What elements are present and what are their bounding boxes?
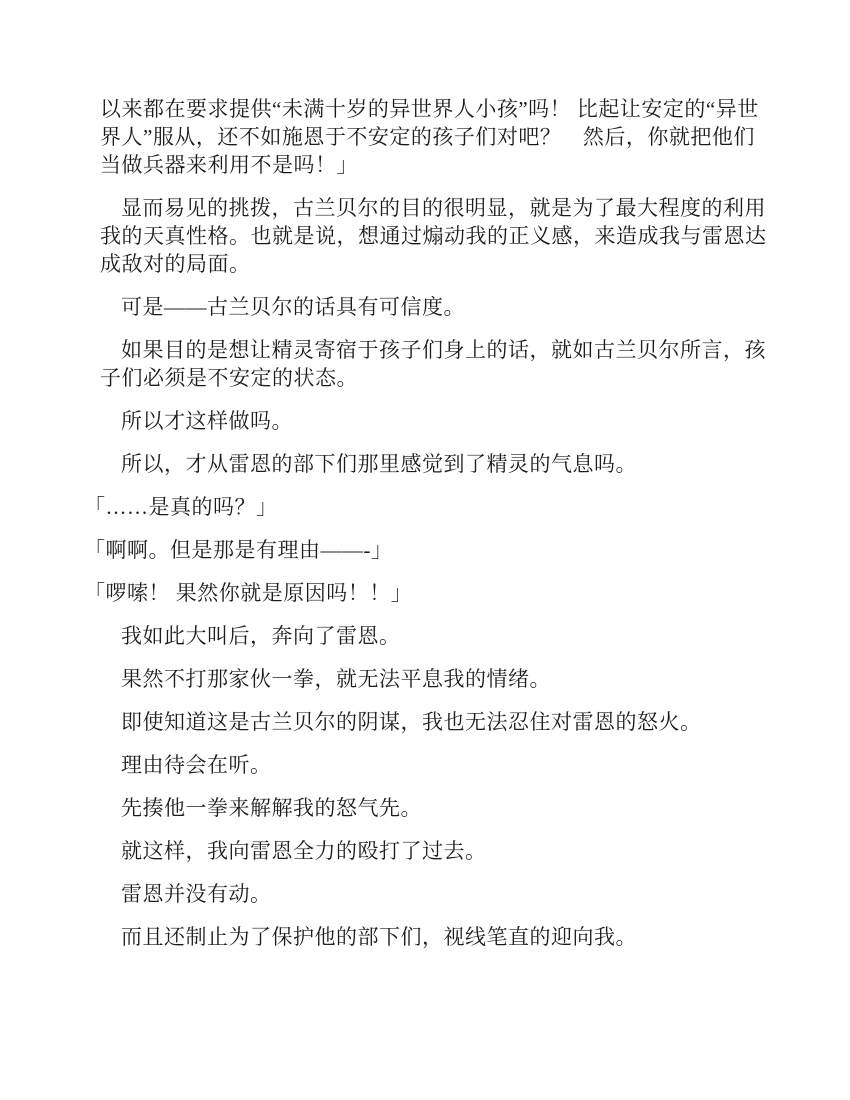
paragraph: 「啊啊。但是那是有理由——-」	[84, 538, 393, 562]
paragraph: 我如此大叫后，奔向了雷恩。	[121, 624, 401, 648]
paragraph: 所以，才从雷恩的部下们那里感觉到了精灵的气息吗。	[121, 452, 637, 476]
paragraph: 可是——古兰贝尔的话具有可信度。	[121, 295, 465, 319]
paragraph: 果然不打那家伙一拳，就无法平息我的情绪。	[121, 667, 551, 691]
paragraph: 即使知道这是古兰贝尔的阴谋，我也无法忍住对雷恩的怒火。	[121, 710, 702, 734]
paragraph: 雷恩并没有动。	[121, 882, 272, 906]
paragraph: 显而易见的挑拨，古兰贝尔的目的很明显，就是为了最大程度的利用我的天真性格。也就是说，想通过煽动我的正义感，来造成我与雷恩达成敌对的局面。	[100, 196, 767, 276]
paragraph: 所以才这样做吗。	[121, 409, 293, 433]
paragraph: 就这样，我向雷恩全力的殴打了过去。	[121, 839, 487, 863]
novel-text-content	[84, 95, 768, 966]
paragraph: 理由待会在听。	[121, 753, 272, 777]
paragraph: 以来都在要求提供“未满十岁的异世界人小孩”吗！ 比起让安定的“异世界人”服从，还不如施恩于不安定的孩子们对吧？ 然后，你就把他们当做兵器来利用不是吗！」	[100, 97, 759, 177]
paragraph: 「啰嗦！ 果然你就是原因吗！！」	[84, 581, 413, 605]
paragraph: 而且还制止为了保护他的部下们，视线笔直的迎向我。	[121, 925, 637, 949]
paragraph: 「……是真的吗？」	[84, 495, 278, 519]
paragraph: 先揍他一拳来解解我的怒气先。	[121, 796, 422, 820]
paragraph: 如果目的是想让精灵寄宿于孩子们身上的话，就如古兰贝尔所言，孩子们必须是不安定的状态。	[100, 338, 766, 390]
